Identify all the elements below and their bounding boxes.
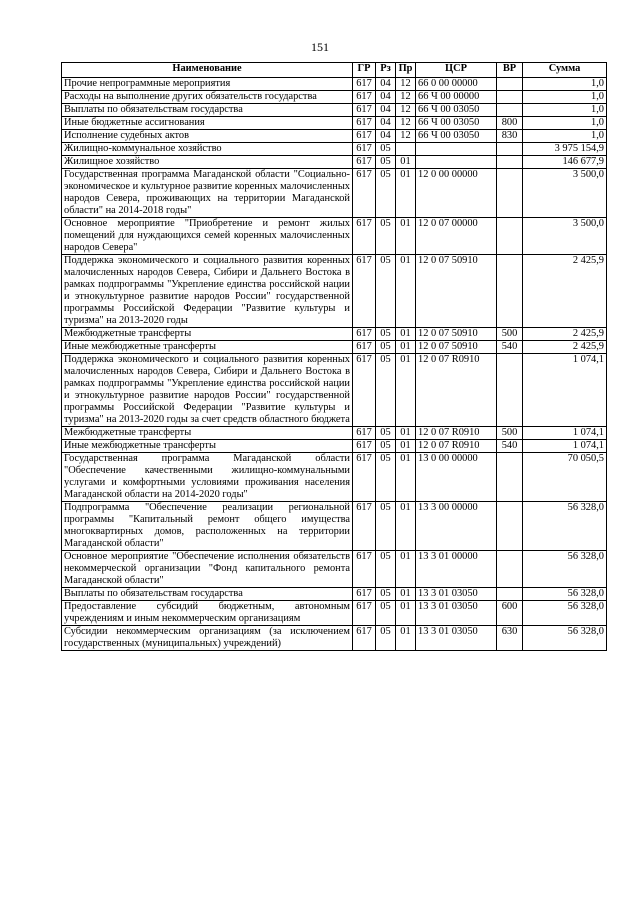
cell-vr	[497, 156, 523, 169]
cell-gr: 617	[353, 551, 376, 588]
cell-csr: 66 Ч 00 00000	[416, 91, 497, 104]
table-body	[62, 78, 607, 651]
header-pr: Пр	[396, 63, 416, 78]
cell-vr	[497, 551, 523, 588]
header-gr: ГР	[353, 63, 376, 78]
cell-gr: 617	[353, 601, 376, 626]
cell-sum: 56 328,0	[523, 601, 607, 626]
cell-vr	[497, 78, 523, 91]
cell-vr	[497, 453, 523, 502]
cell-name: Иные межбюджетные трансферты	[62, 341, 353, 354]
page-number: 151	[311, 40, 329, 54]
cell-rz: 05	[376, 169, 396, 218]
cell-csr: 13 3 01 03050	[416, 588, 497, 601]
cell-name: Поддержка экономического и социального развития коренных малочисленных народов Севера, Сибири и Дальнего Востока в рамках подпрограммы "Укрепление единства российской нации и этнокультурное развитие народов России" государственной программы Российской Федерации "Развитие культуры и туризма" на 2013-2020 годы	[62, 255, 353, 328]
cell-pr: 01	[396, 328, 416, 341]
header-name: Наименование	[62, 63, 353, 78]
cell-name: Субсидии некоммерческим организациям (за исключением государственных (муниципальных) учреждений)	[62, 626, 353, 651]
table-row	[62, 502, 607, 551]
cell-name: Поддержка экономического и социального развития коренных малочисленных народов Севера, Сибири и Дальнего Востока в рамках подпрограммы "Укрепление единства российской нации и этнокультурное развитие народов России" государственной программы Российской Федерации "Развитие культуры и туризма" на 2013-2020 годы за счет средств областного бюджета	[62, 354, 353, 427]
cell-gr: 617	[353, 626, 376, 651]
cell-sum: 1,0	[523, 91, 607, 104]
cell-rz: 04	[376, 91, 396, 104]
table-row	[62, 453, 607, 502]
cell-sum: 1 074,1	[523, 427, 607, 440]
cell-gr: 617	[353, 143, 376, 156]
cell-sum: 1,0	[523, 78, 607, 91]
cell-rz: 05	[376, 551, 396, 588]
cell-gr: 617	[353, 255, 376, 328]
cell-gr: 617	[353, 78, 376, 91]
cell-csr: 13 3 01 03050	[416, 626, 497, 651]
cell-csr: 13 3 01 03050	[416, 601, 497, 626]
cell-pr: 01	[396, 551, 416, 588]
cell-csr: 12 0 07 00000	[416, 218, 497, 255]
cell-gr: 617	[353, 588, 376, 601]
cell-csr: 12 0 07 50910	[416, 255, 497, 328]
cell-name: Межбюджетные трансферты	[62, 328, 353, 341]
cell-name: Жилищное хозяйство	[62, 156, 353, 169]
cell-rz: 05	[376, 427, 396, 440]
cell-csr: 66 Ч 00 03050	[416, 104, 497, 117]
cell-sum: 2 425,9	[523, 328, 607, 341]
cell-name: Основное мероприятие "Приобретение и ремонт жилых помещений для нуждающихся семей коренных малочисленных народов Севера"	[62, 218, 353, 255]
cell-csr: 66 0 00 00000	[416, 78, 497, 91]
cell-name: Предоставление субсидий бюджетным, автономным учреждениям и иным некоммерческим организациям	[62, 601, 353, 626]
cell-vr	[497, 502, 523, 551]
table-row	[62, 626, 607, 651]
table-row	[62, 427, 607, 440]
cell-name: Расходы на выполнение других обязательств государства	[62, 91, 353, 104]
cell-csr	[416, 143, 497, 156]
cell-gr: 617	[353, 440, 376, 453]
header-vr: ВР	[497, 63, 523, 78]
cell-pr: 01	[396, 601, 416, 626]
cell-gr: 617	[353, 354, 376, 427]
table-row	[62, 143, 607, 156]
cell-sum: 146 677,9	[523, 156, 607, 169]
cell-pr: 01	[396, 255, 416, 328]
cell-vr	[497, 218, 523, 255]
cell-sum: 56 328,0	[523, 626, 607, 651]
cell-rz: 05	[376, 601, 396, 626]
cell-name: Выплаты по обязательствам государства	[62, 588, 353, 601]
cell-pr: 01	[396, 354, 416, 427]
header-csr: ЦСР	[416, 63, 497, 78]
cell-vr: 500	[497, 328, 523, 341]
cell-vr: 830	[497, 130, 523, 143]
cell-name: Государственная программа Магаданской области "Социально-экономическое и культурное развитие коренных малочисленных народов Севера, проживающих на территории Магаданской области" на 2014-2018 годы"	[62, 169, 353, 218]
cell-vr	[497, 91, 523, 104]
cell-rz: 05	[376, 588, 396, 601]
table-row	[62, 601, 607, 626]
cell-rz: 05	[376, 440, 396, 453]
cell-rz: 05	[376, 328, 396, 341]
cell-pr	[396, 143, 416, 156]
cell-name: Государственная программа Магаданской области "Обеспечение качественными жилищно-коммунальными услугами и комфортными условиями проживания населения Магаданской области на 2014-2020 годы"	[62, 453, 353, 502]
cell-sum: 56 328,0	[523, 502, 607, 551]
cell-sum: 2 425,9	[523, 255, 607, 328]
cell-rz: 05	[376, 156, 396, 169]
cell-sum: 56 328,0	[523, 551, 607, 588]
cell-rz: 05	[376, 502, 396, 551]
cell-rz: 04	[376, 117, 396, 130]
cell-gr: 617	[353, 156, 376, 169]
cell-vr: 600	[497, 601, 523, 626]
cell-sum: 70 050,5	[523, 453, 607, 502]
table-row	[62, 78, 607, 91]
cell-vr: 500	[497, 427, 523, 440]
cell-vr	[497, 354, 523, 427]
cell-gr: 617	[353, 502, 376, 551]
cell-pr: 12	[396, 104, 416, 117]
cell-pr: 01	[396, 169, 416, 218]
cell-name: Исполнение судебных актов	[62, 130, 353, 143]
cell-vr: 800	[497, 117, 523, 130]
table-row	[62, 130, 607, 143]
cell-rz: 05	[376, 218, 396, 255]
cell-pr: 01	[396, 218, 416, 255]
cell-rz: 05	[376, 341, 396, 354]
cell-pr: 01	[396, 440, 416, 453]
cell-csr: 13 0 00 00000	[416, 453, 497, 502]
table-row	[62, 169, 607, 218]
cell-rz: 04	[376, 78, 396, 91]
cell-vr: 540	[497, 341, 523, 354]
cell-rz: 05	[376, 626, 396, 651]
cell-vr: 540	[497, 440, 523, 453]
cell-csr: 12 0 07 R0910	[416, 427, 497, 440]
cell-rz: 05	[376, 143, 396, 156]
cell-sum: 1 074,1	[523, 354, 607, 427]
cell-csr: 12 0 07 50910	[416, 341, 497, 354]
cell-vr	[497, 588, 523, 601]
table-row	[62, 341, 607, 354]
cell-vr	[497, 143, 523, 156]
cell-csr: 12 0 07 R0910	[416, 354, 497, 427]
cell-sum: 3 500,0	[523, 169, 607, 218]
cell-gr: 617	[353, 427, 376, 440]
cell-pr: 12	[396, 130, 416, 143]
cell-gr: 617	[353, 341, 376, 354]
cell-sum: 2 425,9	[523, 341, 607, 354]
cell-sum: 56 328,0	[523, 588, 607, 601]
cell-rz: 04	[376, 104, 396, 117]
cell-name: Жилищно-коммунальное хозяйство	[62, 143, 353, 156]
cell-sum: 3 975 154,9	[523, 143, 607, 156]
cell-name: Прочие непрограммные мероприятия	[62, 78, 353, 91]
cell-gr: 617	[353, 453, 376, 502]
cell-gr: 617	[353, 328, 376, 341]
cell-sum: 1 074,1	[523, 440, 607, 453]
cell-gr: 617	[353, 117, 376, 130]
table-header	[62, 63, 607, 78]
cell-pr: 01	[396, 502, 416, 551]
cell-name: Основное мероприятие "Обеспечение исполнения обязательств некоммерческой организации "Фонд капитального ремонта Магаданской области"	[62, 551, 353, 588]
cell-csr: 66 Ч 00 03050	[416, 130, 497, 143]
cell-sum: 1,0	[523, 117, 607, 130]
cell-pr: 01	[396, 427, 416, 440]
table-row	[62, 255, 607, 328]
cell-rz: 05	[376, 354, 396, 427]
cell-csr: 12 0 07 50910	[416, 328, 497, 341]
table-row	[62, 588, 607, 601]
cell-csr: 13 3 01 00000	[416, 551, 497, 588]
cell-rz: 05	[376, 453, 396, 502]
cell-vr	[497, 255, 523, 328]
cell-rz: 05	[376, 255, 396, 328]
cell-csr: 13 3 00 00000	[416, 502, 497, 551]
table-row	[62, 440, 607, 453]
cell-pr: 12	[396, 91, 416, 104]
cell-pr: 01	[396, 156, 416, 169]
table-row	[62, 117, 607, 130]
cell-gr: 617	[353, 91, 376, 104]
cell-pr: 12	[396, 78, 416, 91]
budget-table	[61, 62, 607, 651]
cell-name: Подпрограмма "Обеспечение реализации региональной программы "Капитальный ремонт общего имущества многоквартирных домов, расположенных на территории Магаданской области"	[62, 502, 353, 551]
cell-gr: 617	[353, 104, 376, 117]
header-rz: Рз	[376, 63, 396, 78]
table-row	[62, 104, 607, 117]
cell-vr: 630	[497, 626, 523, 651]
header-sum: Сумма	[523, 63, 607, 78]
cell-pr: 12	[396, 117, 416, 130]
cell-name: Выплаты по обязательствам государства	[62, 104, 353, 117]
cell-sum: 1,0	[523, 104, 607, 117]
cell-vr	[497, 169, 523, 218]
table-row	[62, 328, 607, 341]
table-row	[62, 354, 607, 427]
cell-gr: 617	[353, 130, 376, 143]
cell-pr: 01	[396, 588, 416, 601]
cell-csr	[416, 156, 497, 169]
cell-csr: 66 Ч 00 03050	[416, 117, 497, 130]
cell-rz: 04	[376, 130, 396, 143]
table-row	[62, 91, 607, 104]
cell-name: Межбюджетные трансферты	[62, 427, 353, 440]
cell-pr: 01	[396, 341, 416, 354]
cell-name: Иные бюджетные ассигнования	[62, 117, 353, 130]
cell-gr: 617	[353, 218, 376, 255]
cell-pr: 01	[396, 626, 416, 651]
cell-csr: 12 0 00 00000	[416, 169, 497, 218]
cell-sum: 3 500,0	[523, 218, 607, 255]
table-row	[62, 551, 607, 588]
cell-gr: 617	[353, 169, 376, 218]
cell-sum: 1,0	[523, 130, 607, 143]
table-row	[62, 156, 607, 169]
cell-vr	[497, 104, 523, 117]
cell-name: Иные межбюджетные трансферты	[62, 440, 353, 453]
cell-pr: 01	[396, 453, 416, 502]
cell-csr: 12 0 07 R0910	[416, 440, 497, 453]
table-row	[62, 218, 607, 255]
